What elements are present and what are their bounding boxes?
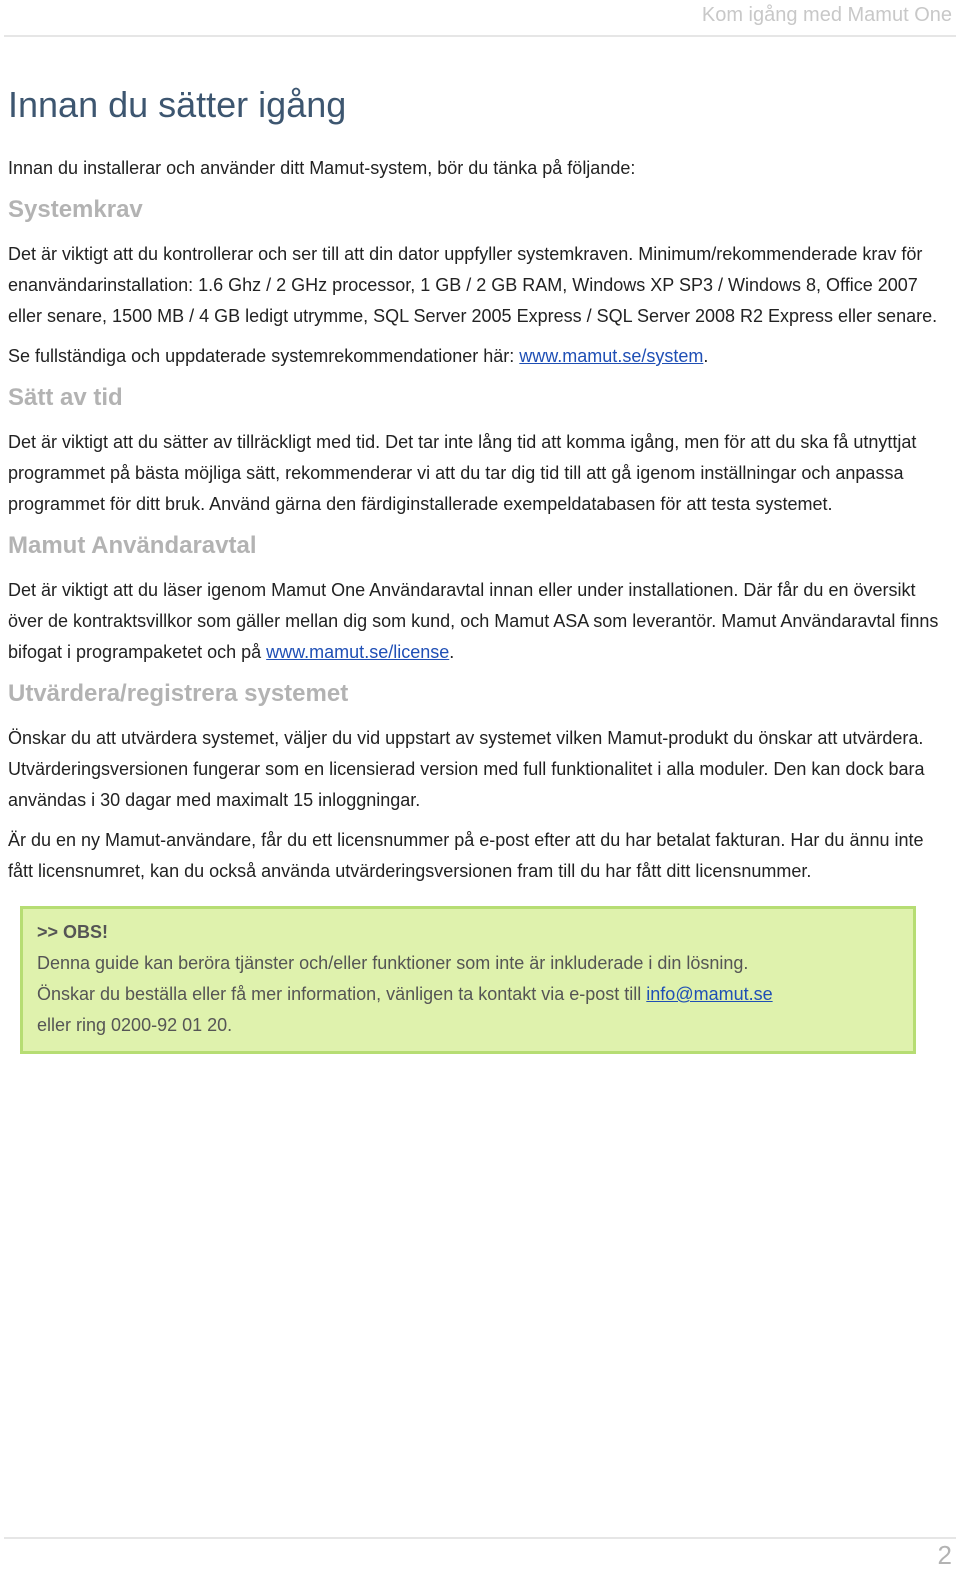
heading-utvardera: Utvärdera/registrera systemet	[8, 680, 349, 707]
systemkrav-link-end: .	[703, 346, 709, 366]
email-link[interactable]: info@mamut.se	[646, 984, 773, 1004]
license-link[interactable]: www.mamut.se/license	[266, 642, 450, 662]
obs-line-3: eller ring 0200-92 01 20.	[37, 1015, 233, 1035]
intro-paragraph: Innan du installerar och använder ditt Mamut-system, bör du tänka på följande:	[8, 158, 636, 178]
anvandaravtal-paragraph	[8, 575, 950, 668]
footer-divider	[4, 1537, 956, 1539]
utvardera-paragraph-2: Är du en ny Mamut-användare, får du ett licensnummer på e-post efter att du har betalat fakturan. Har du ännu inte fått licensnumret, kan du också använda utvärderingsversionen fram till du har fått ditt licensnummer.	[8, 830, 924, 881]
heading-systemkrav: Systemkrav	[8, 196, 143, 223]
satt-av-tid-paragraph: Det är viktigt att du sätter av tillräckligt med tid. Det tar inte lång tid att komma igång, men för att du ska få utnyttjat programmet på bästa möjliga sätt, rekommenderar vi att du tar dig tid till att gå igenom inställningar och anpassa programmet för ditt bruk. Använd gärna den färdiginstallerade exempeldatabasen för att testa systemet.	[8, 432, 917, 514]
header-title: Kom igång med Mamut One	[701, 4, 952, 26]
obs-line-2	[37, 979, 899, 1010]
header-divider	[4, 35, 956, 37]
anvandaravtal-text: Det är viktigt att du läser igenom Mamut One Användaravtal innan eller under installationen. Där får du en översikt över de kontraktsvillkor som gäller mellan dig som kund, och Mamut ASA som leverantör. Mamut Användaravtal finns bifogat i programpaketet och på	[8, 580, 939, 662]
utvardera-paragraph-1: Önskar du att utvärdera systemet, väljer du vid uppstart av systemet vilken Mamut-produkt du önskar att utvärdera. Utvärderingsversionen fungerar som en licensierad version med full funktionalitet i alla moduler. Den kan dock bara användas i 30 dagar med maximalt 15 inloggningar.	[8, 728, 925, 810]
systemkrav-paragraph: Det är viktigt att du kontrollerar och ser till att din dator uppfyller systemkraven. Minimum/rekommenderade krav för enanvändarinstallation: 1.6 Ghz / 2 GHz processor, 1 GB / 2 GB RAM, Windows XP SP3 / Windows 8, Office 2007 eller senare, 1500 MB / 4 GB ledigt utrymme, SQL Server 2005 Express / SQL Server 2008 R2 Express eller senare.	[8, 244, 938, 326]
page-number: 2	[937, 1540, 952, 1570]
obs-line-2-text: Önskar du beställa eller få mer information, vänligen ta kontakt via e-post till	[37, 984, 647, 1004]
obs-title: >> OBS!	[37, 922, 109, 942]
system-link[interactable]: www.mamut.se/system	[519, 346, 704, 366]
systemkrav-link-paragraph	[8, 341, 950, 372]
document-body	[8, 80, 950, 1054]
page-title: Innan du sätter igång	[8, 84, 347, 125]
obs-notice-box	[20, 906, 916, 1054]
obs-line-1: Denna guide kan beröra tjänster och/eller funktioner som inte är inkluderade i din lösning.	[37, 953, 749, 973]
heading-satt-av-tid: Sätt av tid	[8, 384, 123, 411]
heading-anvandaravtal: Mamut Användaravtal	[8, 532, 257, 559]
systemkrav-link-text: Se fullständiga och uppdaterade systemrekommendationer här:	[8, 346, 520, 366]
anvandaravtal-end: .	[449, 642, 455, 662]
